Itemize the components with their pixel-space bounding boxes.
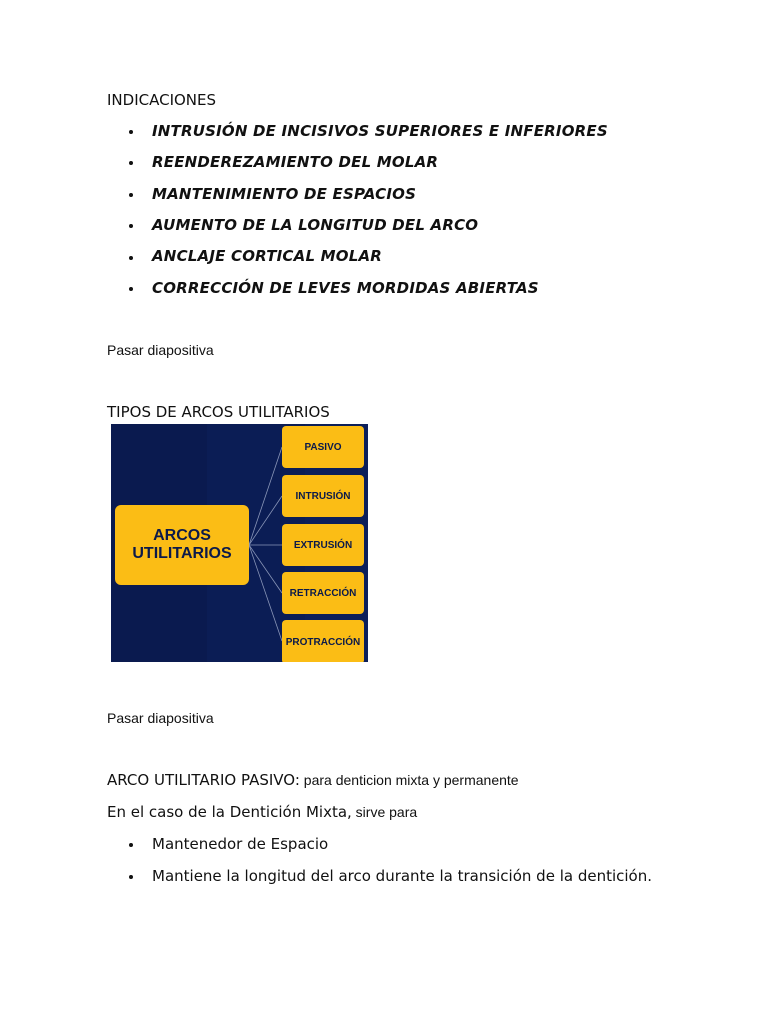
note-pasar-diapositiva-2: Pasar diapositiva [107,710,214,726]
branch-box: EXTRUSIÓN [282,524,364,566]
list-item: INTRUSIÓN DE INCISIVOS SUPERIORES E INFERIORES [152,122,608,140]
main-concept-box [115,505,249,585]
connector-line [249,545,282,593]
bullet-icon [129,287,133,291]
bullet-icon [129,875,133,879]
bullet-icon [129,256,133,260]
branch-box: INTRUSIÓN [282,475,364,517]
denticion-intro [107,803,417,822]
connector-line [249,545,282,641]
list-item: CORRECCIÓN DE LEVES MORDIDAS ABIERTAS [152,279,539,297]
list-item: Mantenedor de Espacio [152,835,329,853]
connector-line [249,496,282,545]
branch-box: PROTRACCIÓN [282,620,364,662]
bullet-icon [129,161,133,165]
branch-box: RETRACCIÓN [282,572,364,614]
main-concept-line2: UTILITARIOS [132,545,232,562]
list-item: ANCLAJE CORTICAL MOLAR [152,247,383,265]
arco-pasivo-heading-main: ARCO UTILITARIO PASIVO: [107,771,300,789]
bullet-icon [129,193,133,197]
list-item: AUMENTO DE LA LONGITUD DEL ARCO [152,216,479,234]
denticion-intro-main: En el caso de la Dentición Mixta, [107,803,352,821]
note-pasar-diapositiva-1: Pasar diapositiva [107,342,214,358]
arcos-utilitarios-diagram [111,424,368,662]
tipos-heading: TIPOS DE ARCOS UTILITARIOS [107,403,330,421]
arco-pasivo-heading [107,771,519,790]
main-concept-line1: ARCOS [153,527,211,544]
list-item: Mantiene la longitud del arco durante la transición de la dentición. [152,867,652,885]
denticion-intro-rest: sirve para [351,804,418,820]
branch-box: PASIVO [282,426,364,468]
arco-pasivo-heading-rest: para denticion mixta y permanente [299,772,519,788]
list-item: REENDEREZAMIENTO DEL MOLAR [152,153,439,171]
bullet-icon [129,843,133,847]
bullet-icon [129,224,133,228]
connector-line [249,447,282,545]
indicaciones-heading: INDICACIONES [107,91,217,109]
list-item: MANTENIMIENTO DE ESPACIOS [152,185,417,203]
bullet-icon [129,130,133,134]
